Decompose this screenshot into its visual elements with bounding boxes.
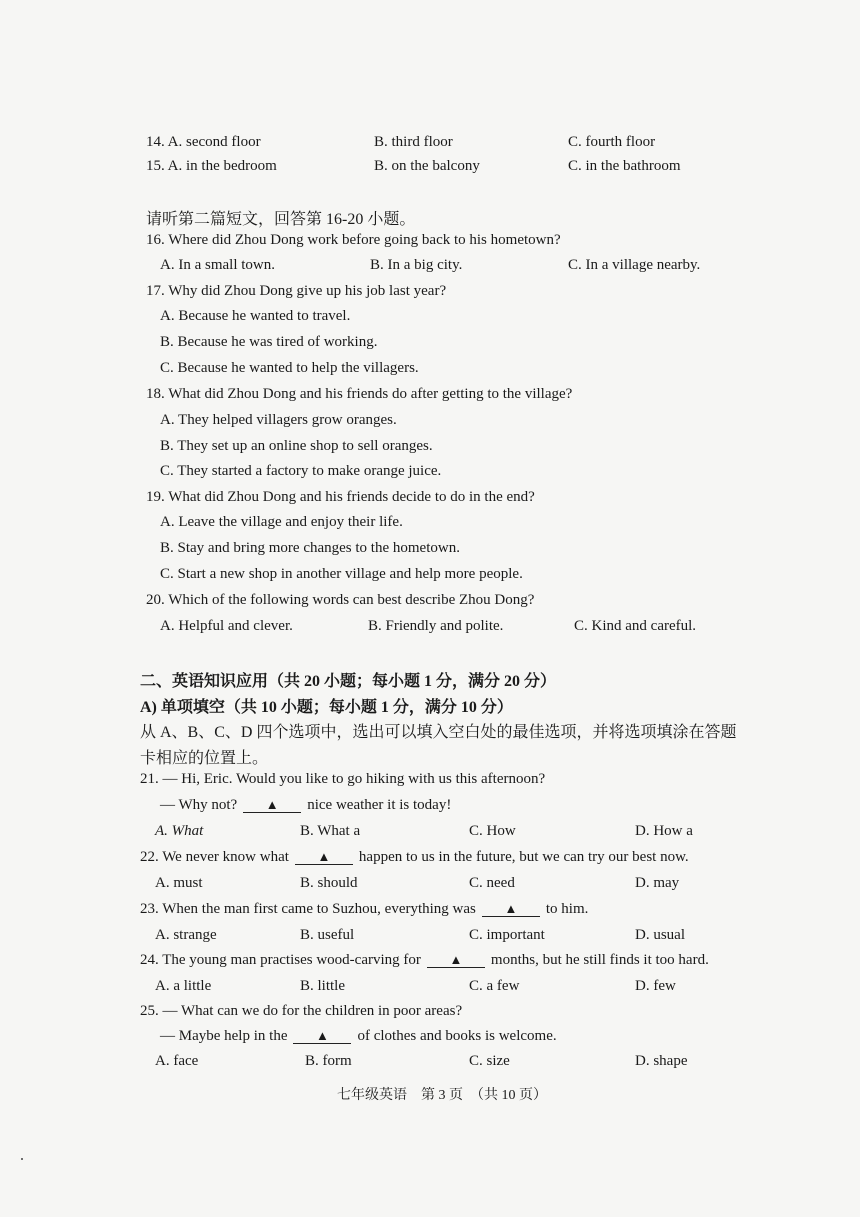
- q24-option-d: D. few: [635, 978, 676, 994]
- q22-stem-post: happen to us in the future, but we can try our best now.: [358, 849, 689, 865]
- q19-stem: 19. What did Zhou Dong and his friends decide to do in the end?: [146, 489, 535, 505]
- q25-option-b: B. form: [305, 1053, 352, 1069]
- q20-option-c: C. Kind and careful.: [574, 618, 697, 634]
- q21-line2-post: nice weather it is today!: [307, 797, 452, 813]
- q25-line2-post: of clothes and books is welcome.: [357, 1028, 557, 1044]
- q23-option-b: B. useful: [300, 927, 355, 943]
- q18-option-c: C. They started a factory to make orange juice.: [160, 463, 442, 479]
- passage2-instruction: 请听第二篇短文，回答第 16-20 小题。: [146, 211, 416, 228]
- q21-line2-pre: — Why not?: [160, 797, 238, 813]
- q14-option-b: B. third floor: [374, 134, 453, 150]
- page-footer: 七年级英语 第 3 页 （共 10 页）: [337, 1088, 547, 1103]
- section2a-subtitle: A) 单项填空（共 10 小题；每小题 1 分，满分 10 分）: [140, 699, 513, 716]
- q18-option-b: B. They set up an online shop to sell oranges.: [160, 438, 433, 454]
- answer-blank: ▲: [482, 902, 540, 917]
- q15-option-c: C. in the bathroom: [568, 158, 681, 174]
- q23-option-d: D. usual: [635, 927, 685, 943]
- q21-option-b: B. What a: [300, 823, 361, 839]
- q18-stem: 18. What did Zhou Dong and his friends do after getting to the village?: [146, 386, 573, 402]
- q18-option-a: A. They helped villagers grow oranges.: [160, 412, 397, 428]
- q17-stem: 17. Why did Zhou Dong give up his job last year?: [146, 283, 447, 299]
- q21-line1: 21. — Hi, Eric. Would you like to go hiking with us this afternoon?: [140, 771, 546, 787]
- q20-stem: 20. Which of the following words can best describe Zhou Dong?: [146, 592, 535, 608]
- q17-option-b: B. Because he was tired of working.: [160, 334, 378, 350]
- q24-stem-pre: 24. The young man practises wood-carving for: [140, 952, 421, 968]
- q16-stem: 16. Where did Zhou Dong work before going back to his hometown?: [146, 232, 561, 248]
- answer-blank: ▲: [295, 850, 353, 865]
- q25-option-c: C. size: [469, 1053, 510, 1069]
- scan-speck: [21, 1158, 23, 1160]
- q21-option-d: D. How a: [635, 823, 693, 839]
- q19-option-c: C. Start a new shop in another village and help more people.: [160, 566, 523, 582]
- q24-stem: [140, 952, 709, 969]
- answer-blank: ▲: [243, 798, 301, 813]
- q17-option-a: A. Because he wanted to travel.: [160, 308, 351, 324]
- q16-option-c: C. In a village nearby.: [568, 257, 701, 273]
- q23-stem-post: to him.: [545, 901, 589, 917]
- section2a-instruction-line2: 卡相应的位置上。: [140, 750, 269, 767]
- q23-stem-pre: 23. When the man first came to Suzhou, everything was: [140, 901, 476, 917]
- q20-option-b: B. Friendly and polite.: [368, 618, 504, 634]
- q23-option-a: A. strange: [155, 927, 217, 943]
- q25-option-d: D. shape: [635, 1053, 688, 1069]
- q24-option-b: B. little: [300, 978, 345, 994]
- q24-option-a: A. a little: [155, 978, 212, 994]
- q16-option-b: B. In a big city.: [370, 257, 463, 273]
- section2a-instruction-line1: 从 A、B、C、D 四个选项中，选出可以填入空白处的最佳选项，并将选项填涂在答题: [140, 724, 737, 741]
- q21-option-c: C. How: [469, 823, 516, 839]
- q14-option-a: 14. A. second floor: [146, 134, 261, 150]
- answer-blank: ▲: [427, 953, 485, 968]
- q20-option-a: A. Helpful and clever.: [160, 618, 293, 634]
- q14-option-c: C. fourth floor: [568, 134, 656, 150]
- q21-option-a: A. What: [155, 823, 204, 839]
- q25-line2: [160, 1028, 557, 1045]
- q23-option-c: C. important: [469, 927, 545, 943]
- q22-option-c: C. need: [469, 875, 515, 891]
- q22-option-d: D. may: [635, 875, 680, 891]
- q23-stem: [140, 901, 588, 918]
- section2-title: 二、英语知识应用（共 20 小题；每小题 1 分，满分 20 分）: [140, 673, 557, 690]
- q16-option-a: A. In a small town.: [160, 257, 275, 273]
- q25-line1: 25. — What can we do for the children in poor areas?: [140, 1003, 463, 1019]
- q17-option-c: C. Because he wanted to help the villagers.: [160, 360, 419, 376]
- q24-option-c: C. a few: [469, 978, 520, 994]
- q22-option-b: B. should: [300, 875, 358, 891]
- q15-option-b: B. on the balcony: [374, 158, 480, 174]
- q21-line2: [160, 797, 451, 814]
- q25-option-a: A. face: [155, 1053, 199, 1069]
- q19-option-b: B. Stay and bring more changes to the hometown.: [160, 540, 460, 556]
- q22-stem-pre: 22. We never know what: [140, 849, 289, 865]
- answer-blank: ▲: [293, 1029, 351, 1044]
- q24-stem-post: months, but he still finds it too hard.: [490, 952, 709, 968]
- q25-line2-pre: — Maybe help in the: [160, 1028, 288, 1044]
- q15-option-a: 15. A. in the bedroom: [146, 158, 277, 174]
- q19-option-a: A. Leave the village and enjoy their life.: [160, 514, 403, 530]
- q22-option-a: A. must: [155, 875, 203, 891]
- q22-stem: [140, 849, 689, 866]
